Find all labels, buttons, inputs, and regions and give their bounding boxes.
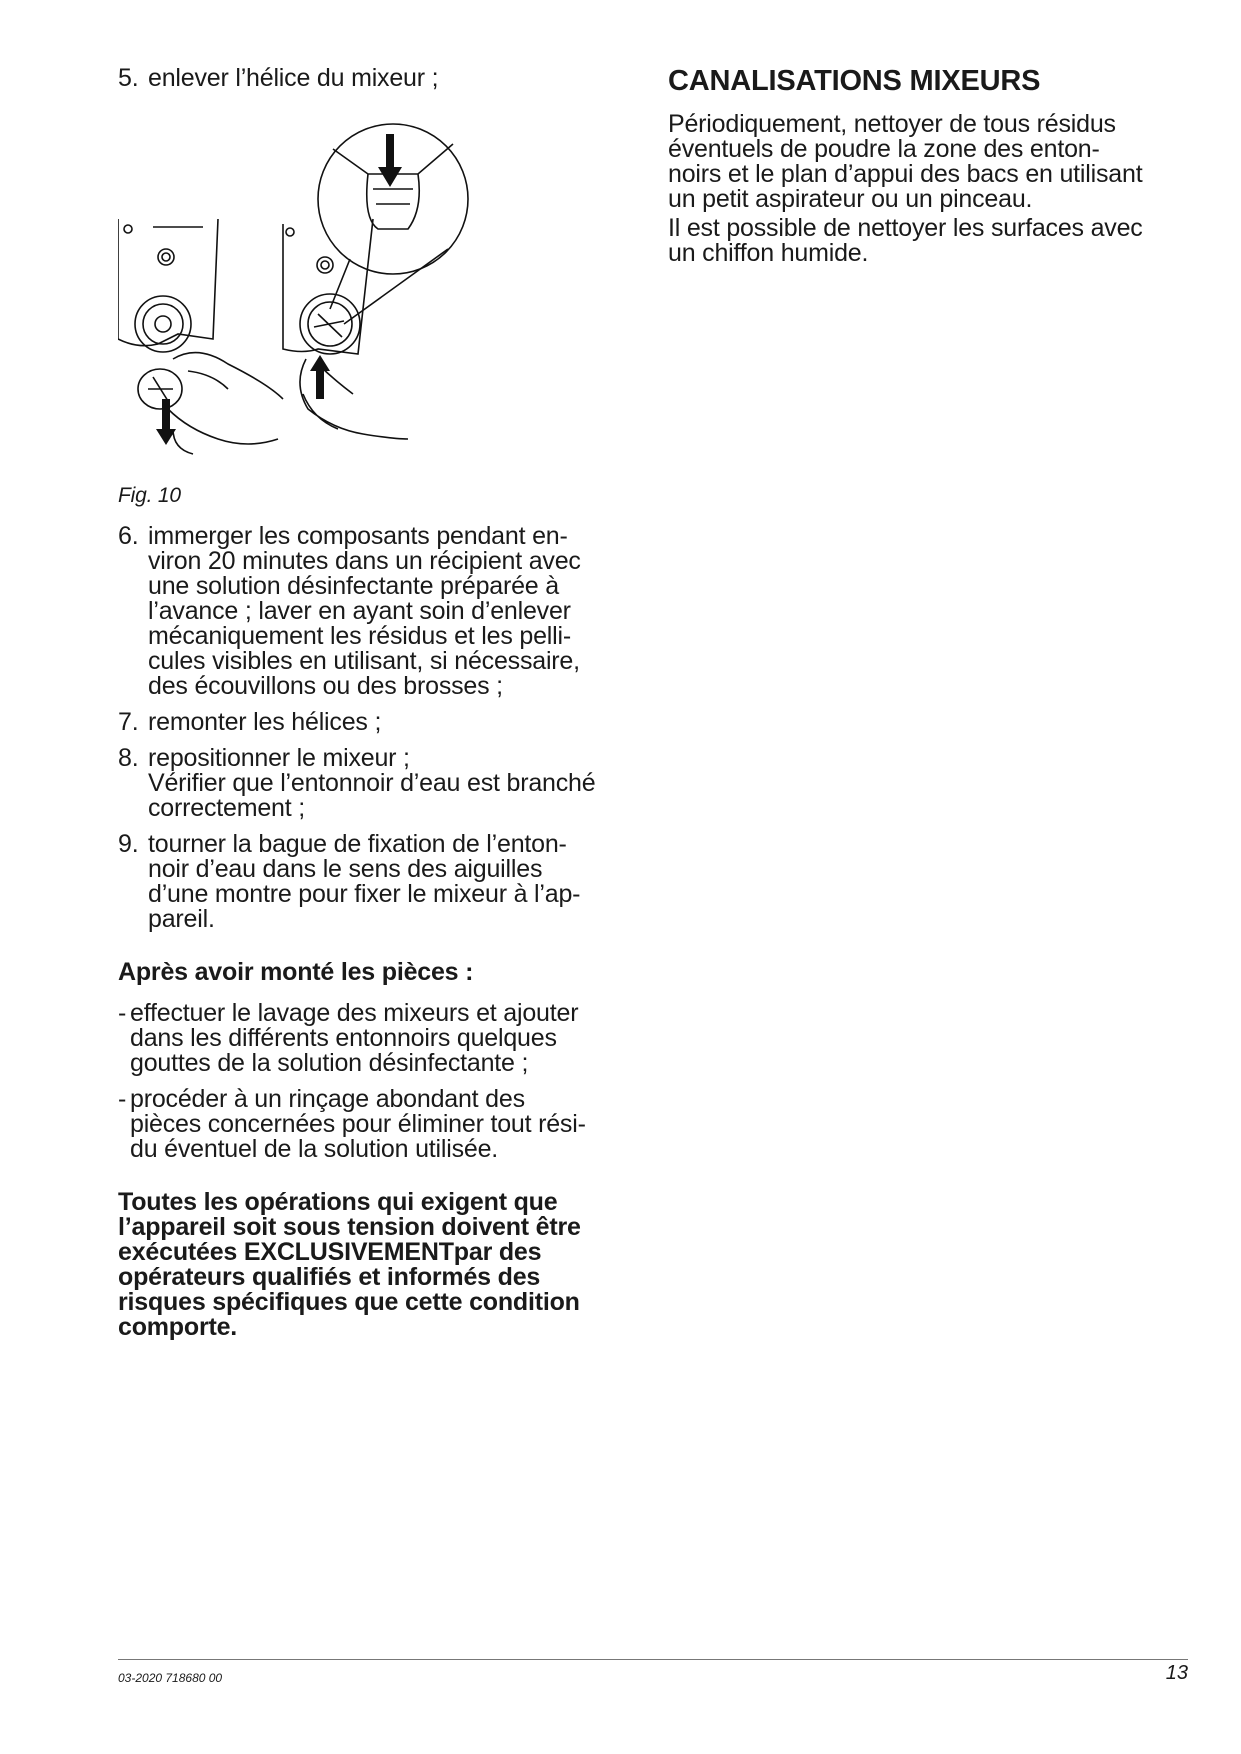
- dash-list: [118, 1001, 638, 1162]
- dash-bullet: -: [118, 999, 127, 1027]
- dash-text: [130, 1087, 638, 1162]
- dash-text-line: pièces concernées pour éliminer tout rési-: [130, 1110, 586, 1138]
- step-text-line: remonter les hélices ;: [148, 708, 382, 736]
- dash-text-line: du éventuel de la solution utilisée.: [130, 1135, 499, 1163]
- paragraph-line: noirs et le plan d’appui des bacs en utilisant: [668, 160, 1143, 188]
- step-8: [118, 746, 638, 821]
- page-number: 13: [1165, 1662, 1188, 1684]
- dash-text-line: dans les différents entonnoirs quelques: [130, 1024, 557, 1052]
- step-text-line: correctement ;: [148, 794, 305, 822]
- dash-text-line: gouttes de la solution désinfectante ;: [130, 1049, 529, 1077]
- left-column: [118, 66, 638, 1340]
- dash-bullet: -: [118, 1085, 127, 1113]
- step-number: 9.: [118, 830, 139, 858]
- dash-list-item: [118, 1001, 638, 1076]
- step-text-line: mécaniquement les résidus et les pelli-: [148, 622, 571, 650]
- dash-text-line: effectuer le lavage des mixeurs et ajouter: [130, 999, 579, 1027]
- warning-line: Toutes les opérations qui exigent que: [118, 1188, 558, 1216]
- warning-line: opérateurs qualifiés et informés des: [118, 1263, 541, 1291]
- subheading-after-assembly: Après avoir monté les pièces :: [118, 958, 474, 986]
- step-text-line: Vérifier que l’entonnoir d’eau est branché: [148, 769, 596, 797]
- step-text: [148, 524, 638, 699]
- step-text-line: des écouvillons ou des brosses ;: [148, 672, 503, 700]
- paragraph-2: [668, 216, 1208, 266]
- footer-divider: [118, 1659, 1188, 1660]
- step-text: [148, 710, 638, 735]
- step-7: [118, 710, 638, 735]
- step-text: [148, 832, 638, 932]
- figure-mixer-propeller: [118, 109, 568, 469]
- document-code: 03-2020 718680 00: [118, 1671, 223, 1685]
- dash-list-item: [118, 1087, 638, 1162]
- step-text-line: immerger les composants pendant en-: [148, 522, 568, 550]
- step-number: 6.: [118, 522, 139, 550]
- dash-text: [130, 1001, 638, 1076]
- step-text-line: une solution désinfectante préparée à: [148, 572, 559, 600]
- warning-line: exécutées EXCLUSIVEMENTpar des: [118, 1238, 542, 1266]
- dash-text-line: procéder à un rinçage abondant des: [130, 1085, 525, 1113]
- steps-list: [118, 524, 638, 932]
- figure-caption: Fig. 10: [118, 484, 181, 507]
- paragraph-line: éventuels de poudre la zone des enton-: [668, 135, 1100, 163]
- step-text: [148, 746, 638, 821]
- step-text-line: repositionner le mixeur ;: [148, 744, 410, 772]
- paragraph-line: un chiffon humide.: [668, 239, 869, 267]
- section-heading: CANALISATIONS MIXEURS: [668, 65, 1041, 97]
- mixer-illustration: [118, 109, 568, 469]
- step-9: [118, 832, 638, 932]
- step-text-line: viron 20 minutes dans un récipient avec: [148, 547, 581, 575]
- step-5: [118, 66, 638, 91]
- step-text-line: cules visibles en utilisant, si nécessaire,: [148, 647, 580, 675]
- warning-line: comporte.: [118, 1313, 238, 1341]
- step-number: 5.: [118, 64, 139, 92]
- step-text-line: pareil.: [148, 905, 215, 933]
- step-number: 8.: [118, 744, 139, 772]
- warning-line: risques spécifiques que cette condition: [118, 1288, 580, 1316]
- step-text: enlever l’hélice du mixeur ;: [148, 64, 439, 92]
- step-6: [118, 524, 638, 699]
- paragraph-1: [668, 112, 1208, 212]
- step-number: 7.: [118, 708, 139, 736]
- paragraph-line: un petit aspirateur ou un pinceau.: [668, 185, 1033, 213]
- paragraph-line: Périodiquement, nettoyer de tous résidus: [668, 110, 1116, 138]
- right-column: [668, 66, 1208, 270]
- warning-line: l’appareil soit sous tension doivent être: [118, 1213, 581, 1241]
- safety-warning: [118, 1190, 638, 1340]
- step-text-line: l’avance ; laver en ayant soin d’enlever: [148, 597, 571, 625]
- step-text-line: d’une montre pour fixer le mixeur à l’ap-: [148, 880, 581, 908]
- step-text-line: tourner la bague de fixation de l’enton-: [148, 830, 567, 858]
- step-text-line: noir d’eau dans le sens des aiguilles: [148, 855, 543, 883]
- paragraph-line: Il est possible de nettoyer les surfaces avec: [668, 214, 1143, 242]
